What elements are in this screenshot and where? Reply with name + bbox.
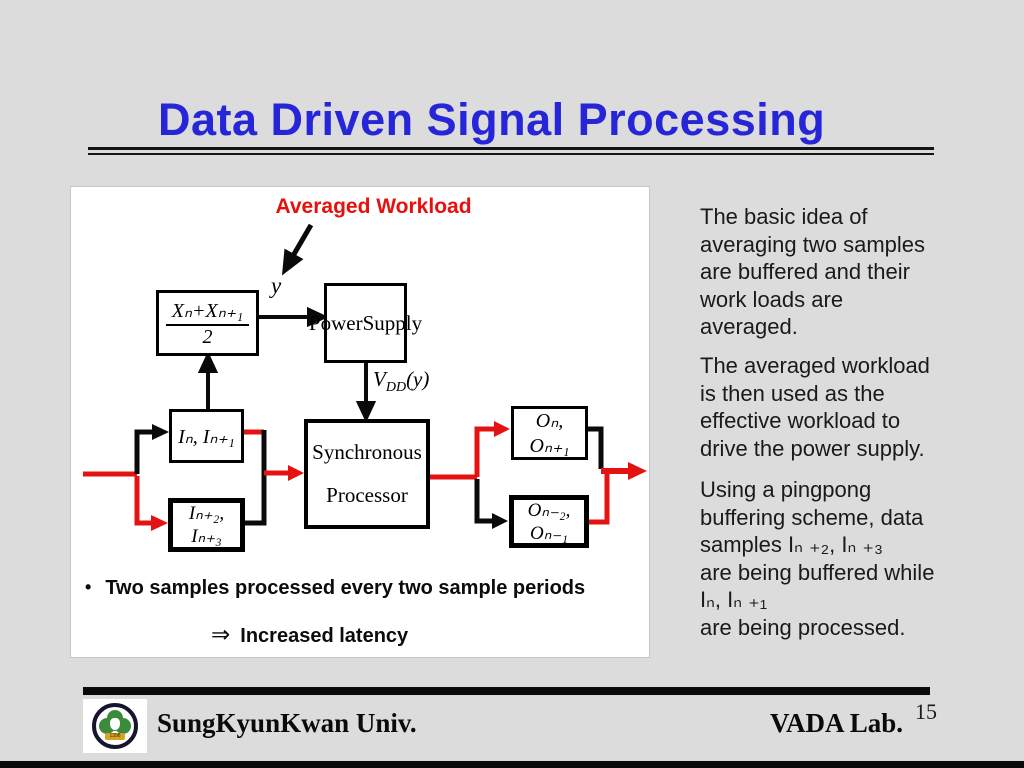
text-line: Using a pingpong xyxy=(700,477,872,502)
notes-paragraph-1 xyxy=(700,203,962,341)
averaging-formula-box xyxy=(156,290,259,356)
latency-text: Increased latency xyxy=(240,625,409,647)
skku-emblem-circle xyxy=(92,703,138,749)
output-buffer-a-box: Oₙ, Oₙ₊₁ xyxy=(511,406,588,460)
bottom-black-strip xyxy=(0,761,1024,768)
y-signal-label: y xyxy=(271,273,282,298)
emblem-shield-icon xyxy=(109,717,121,731)
text-line: averaging two samples xyxy=(700,231,926,257)
text-line: Iₙ, Iₙ ₊₁ xyxy=(700,587,768,612)
buffer-to-formula-arrow xyxy=(201,356,215,409)
text-line: Processor xyxy=(326,482,408,507)
text-line: are buffered and their xyxy=(700,259,910,284)
annotation-arrow xyxy=(279,225,311,273)
skku-emblem-logo xyxy=(83,699,147,753)
input-buffer-a-box: Iₙ, Iₙ₊₁ xyxy=(169,409,244,463)
text-line: samples Iₙ ₊₂, Iₙ ₊₃ xyxy=(700,532,883,557)
text-line: Supply xyxy=(362,310,423,335)
title-underline-double-rule xyxy=(88,147,934,155)
text-line: effective workload to xyxy=(700,408,901,433)
university-name: SungKyunKwan Univ. xyxy=(157,708,417,738)
notes-paragraph-2 xyxy=(700,352,962,462)
input-buffer-b-box: Iₙ₊₂, Iₙ₊₃ xyxy=(168,498,245,552)
slide-title: Data Driven Signal Processing xyxy=(158,94,826,145)
page-number: 15 xyxy=(915,699,937,724)
notes-paragraph-3 xyxy=(700,476,962,641)
vdd-arrow xyxy=(359,363,373,418)
text-line: work loads are xyxy=(700,286,844,312)
text-line: is then used as the xyxy=(700,380,885,406)
synchronous-processor-box xyxy=(304,419,430,529)
bullet-text: Two samples processed every two sample periods xyxy=(105,577,586,599)
latency-note xyxy=(211,621,408,648)
formula-denominator: 2 xyxy=(202,325,213,348)
lab-name: VADA Lab. xyxy=(770,708,904,738)
output-flow-lines xyxy=(588,429,647,522)
buffer-to-processor-lines xyxy=(244,430,304,523)
processor-to-output-lines xyxy=(430,421,510,529)
text-line: are being processed. xyxy=(700,614,906,640)
text-line: The basic idea of xyxy=(700,204,868,229)
text-line: The averaged workload xyxy=(700,353,930,378)
text-line: Synchronous xyxy=(312,440,422,465)
text-line: drive the power supply. xyxy=(700,435,925,461)
text-line: are being buffered while xyxy=(700,559,935,585)
vdd-label: $V_{DD}(y)$ xyxy=(373,367,430,396)
emblem-year-banner: 1398 xyxy=(105,733,125,740)
power-supply-box xyxy=(308,283,423,363)
input-flow-lines xyxy=(83,424,169,531)
bullet-icon: • xyxy=(85,577,92,597)
output-buffer-b-box: Oₙ₋₂, Oₙ₋₁ xyxy=(509,495,589,548)
diagram-panel xyxy=(70,186,650,658)
text-line: buffering scheme, data xyxy=(700,504,924,530)
text-line: Power xyxy=(308,310,363,335)
implies-arrow-icon: ⇒ xyxy=(211,621,231,647)
text-line: averaged. xyxy=(700,314,798,339)
footer-rule xyxy=(83,687,930,695)
formula-numerator: Xₙ+Xₙ₊₁ xyxy=(166,298,249,326)
averaged-workload-label: Averaged Workload xyxy=(275,195,472,218)
bullet-point xyxy=(85,577,585,600)
